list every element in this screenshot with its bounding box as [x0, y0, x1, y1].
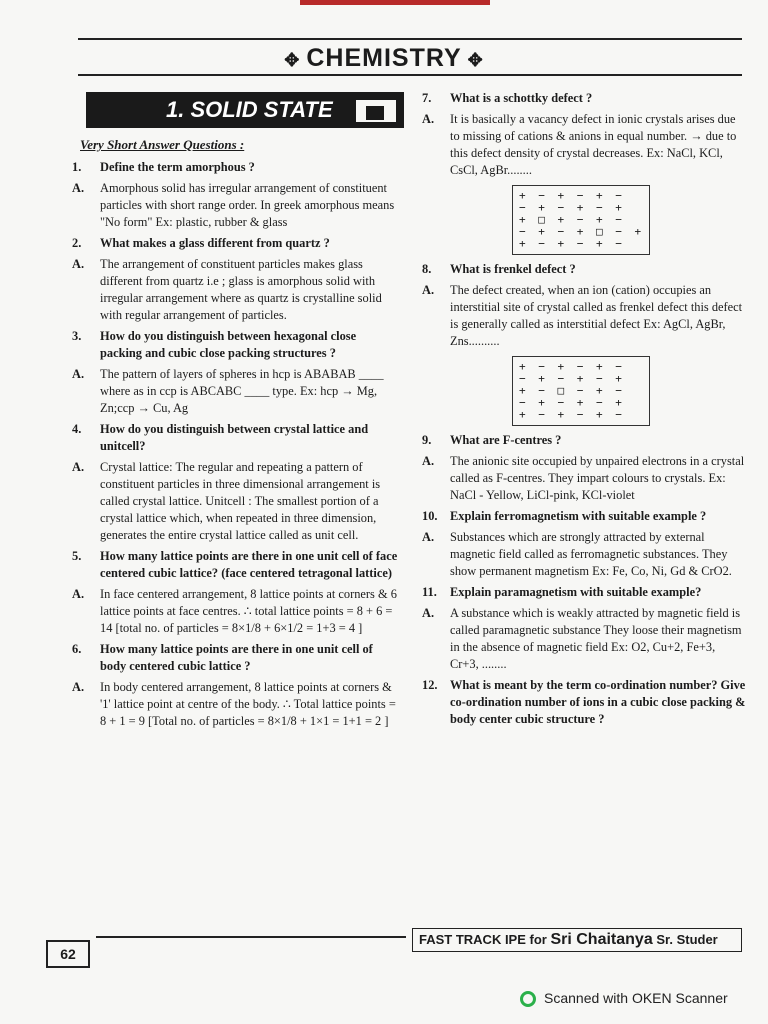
question-item [66, 548, 400, 582]
question-text: What are F-centres ? [450, 433, 562, 447]
question-item [416, 508, 746, 525]
left-qa-list [66, 159, 400, 730]
question-text: How many lattice points are there in one unit cell of body centered cubic lattice ? [100, 642, 373, 673]
lattice-row: − + − + − + [519, 396, 625, 409]
item-number: A. [422, 283, 435, 297]
lattice-row: − + − + □ − + [519, 225, 645, 238]
answer-item [416, 111, 746, 179]
answer-item [66, 679, 400, 730]
item-number: 4. [72, 422, 82, 436]
item-number: 12. [422, 678, 438, 692]
section-heading: Very Short Answer Questions : [80, 137, 245, 152]
chapter-emblem-icon [356, 100, 396, 122]
question-item [66, 641, 400, 675]
left-column [66, 136, 400, 730]
question-item [66, 421, 400, 455]
chapter-title: 1. SOLID STATE [166, 97, 333, 122]
question-item [416, 261, 746, 278]
right-qa-list [416, 432, 746, 728]
question-text: What makes a glass different from quartz ? [100, 236, 330, 250]
answer-item [66, 366, 400, 417]
item-number: 11. [422, 585, 437, 599]
answer-text: It is basically a vacancy defect in ionic crystals arises due to missing of cations & anions in equal number. → due to this defect density of crystal decreases. Ex: NaCl, KCl, CsCl, AgBr........ [450, 112, 737, 177]
lattice-row: + − □ − + − [519, 384, 625, 397]
question-text: What is meant by the term co-ordination number? Give co-ordination number of ions in a cubic close packing & body center cubic structure ? [450, 678, 746, 726]
item-number: A. [72, 257, 85, 271]
item-number: 8. [422, 262, 432, 276]
answer-item [416, 605, 746, 673]
lattice-row: − + − + − + [519, 201, 625, 214]
footer-suffix: Sr. Studer [652, 932, 718, 947]
question-item [66, 235, 400, 252]
answer-text: Amorphous solid has irregular arrangement of constituent particles with short range order. In greek amorphous means "No form" Ex: plastic, rubber & glass [100, 181, 395, 229]
item-number: A. [422, 112, 435, 126]
question-text: Explain ferromagnetism with suitable example ? [450, 509, 707, 523]
question-item [66, 159, 400, 176]
footer-brand: Sri Chaitanya [550, 931, 653, 948]
scanner-logo-icon [520, 991, 536, 1007]
left-ornament-icon: ✥ [284, 50, 307, 70]
answer-text: Substances which are strongly attracted by external magnetic field called as ferromagnetic substances. They show permanent magnetism Ex: Fe, Co, Ni, Gd & CrO2. [450, 530, 732, 578]
item-number: 5. [72, 549, 82, 563]
item-number: 1. [72, 160, 82, 174]
question-item [416, 90, 746, 107]
answer-text: The pattern of layers of spheres in hcp is ABABAB ____ where as in ccp is ABCABC ____ type. Ex: hcp → Mg, Zn;ccp → Cu, Ag [100, 367, 384, 415]
question-item [416, 432, 746, 449]
subject-title [0, 44, 768, 73]
frenkel-qa [416, 261, 746, 350]
right-ornament-icon: ✥ [461, 50, 484, 70]
answer-item [416, 282, 746, 350]
subject-text: CHEMISTRY [306, 44, 462, 72]
item-number: A. [72, 460, 85, 474]
answer-item [66, 586, 400, 637]
item-number: 6. [72, 642, 82, 656]
footer-prefix: FAST TRACK IPE for [419, 932, 551, 947]
page-number: 62 [46, 940, 90, 968]
answer-text: In body centered arrangement, 8 lattice points at corners & '1' lattice point at centre of the body. ∴ Total lattice points = 8 + 1 = 9 [Total no. of particles = 8×1/8 + 1×1 = 1+1 = 2 ] [100, 680, 396, 728]
right-column [416, 86, 746, 728]
top-red-mark [300, 0, 490, 5]
question-item [416, 677, 746, 728]
answer-text: Crystal lattice: The regular and repeating a pattern of constituent particles in three dimensional arrangement is called crystal lattice. Unitcell : The smallest portion of a crystal lattice which, when repeated in three dimension, generates the entire crystal lattice called as unit cell. [100, 460, 381, 542]
item-number: A. [422, 454, 435, 468]
answer-text: The anionic site occupied by unpaired electrons in a crystal called as F-centres. They impart colours to crystals. Ex: NaCl - Yellow, LiCl-pink, KCl-violet [450, 454, 745, 502]
answer-item [66, 459, 400, 544]
scanner-watermark [520, 990, 728, 1007]
lattice-row: + □ + − + − [519, 213, 625, 226]
answer-text: The arrangement of constituent particles makes glass different from quartz i.e ; glass is amorphous solid with irregular arrangement where as quartz is crystalline solid with regular arrangement of particles. [100, 257, 382, 322]
question-item [416, 584, 746, 601]
question-text: What is a schottky defect ? [450, 91, 593, 105]
item-number: 3. [72, 329, 82, 343]
item-number: A. [72, 587, 85, 601]
schottky-defect-diagram [512, 185, 650, 255]
question-text: How do you distinguish between hexagonal close packing and cubic close packing structures ? [100, 329, 357, 360]
item-number: A. [72, 680, 85, 694]
question-text: Explain paramagnetism with suitable example? [450, 585, 702, 599]
lattice-row: + − + − + − [519, 360, 625, 373]
answer-text: A substance which is weakly attracted by magnetic field is called paramagnetic substance They loose their magnetism in the absence of magnetic field Ex: O2, Cu+2, Fe+3, Cr+3, ........ [450, 606, 742, 671]
question-item [66, 328, 400, 362]
item-number: 7. [422, 91, 432, 105]
lattice-row: − + − + − + [519, 372, 625, 385]
item-number: 2. [72, 236, 82, 250]
chapter-heading [86, 92, 404, 128]
footer-rule [96, 936, 406, 938]
schottky-qa [416, 90, 746, 179]
answer-item [416, 529, 746, 580]
lattice-row: + − + − + − [519, 237, 625, 250]
scanner-text: Scanned with OKEN Scanner [544, 990, 728, 1006]
answer-text: The defect created, when an ion (cation) occupies an interstitial site of crystal called as frenkel defect this defect is generally called as interstitial defect Ex: AgCl, AgBr, Zns.......... [450, 283, 743, 348]
frenkel-defect-diagram [512, 356, 650, 426]
answer-item [416, 453, 746, 504]
answer-item [66, 256, 400, 324]
question-text: Define the term amorphous ? [100, 160, 255, 174]
question-text: How do you distinguish between crystal lattice and unitcell? [100, 422, 369, 453]
question-text: What is frenkel defect ? [450, 262, 576, 276]
question-text: How many lattice points are there in one unit cell of face centered cubic lattice? (face centered tetragonal lattice) [100, 549, 398, 580]
answer-item [66, 180, 400, 231]
item-number: A. [422, 606, 435, 620]
item-number: A. [72, 181, 85, 195]
item-number: A. [422, 530, 435, 544]
lattice-row: + − + − + − [519, 408, 625, 421]
answer-text: In face centered arrangement, 8 lattice points at corners & 6 lattice points at face centres. ∴ total lattice points = 8 + 6 = 14 [total no. of particles = 8×1/8 + 6×1/2 = 1+3 = 4 ] [100, 587, 397, 635]
item-number: 9. [422, 433, 432, 447]
item-number: 10. [422, 509, 438, 523]
footer-banner [412, 928, 742, 952]
item-number: A. [72, 367, 85, 381]
lattice-row: + − + − + − [519, 189, 625, 202]
